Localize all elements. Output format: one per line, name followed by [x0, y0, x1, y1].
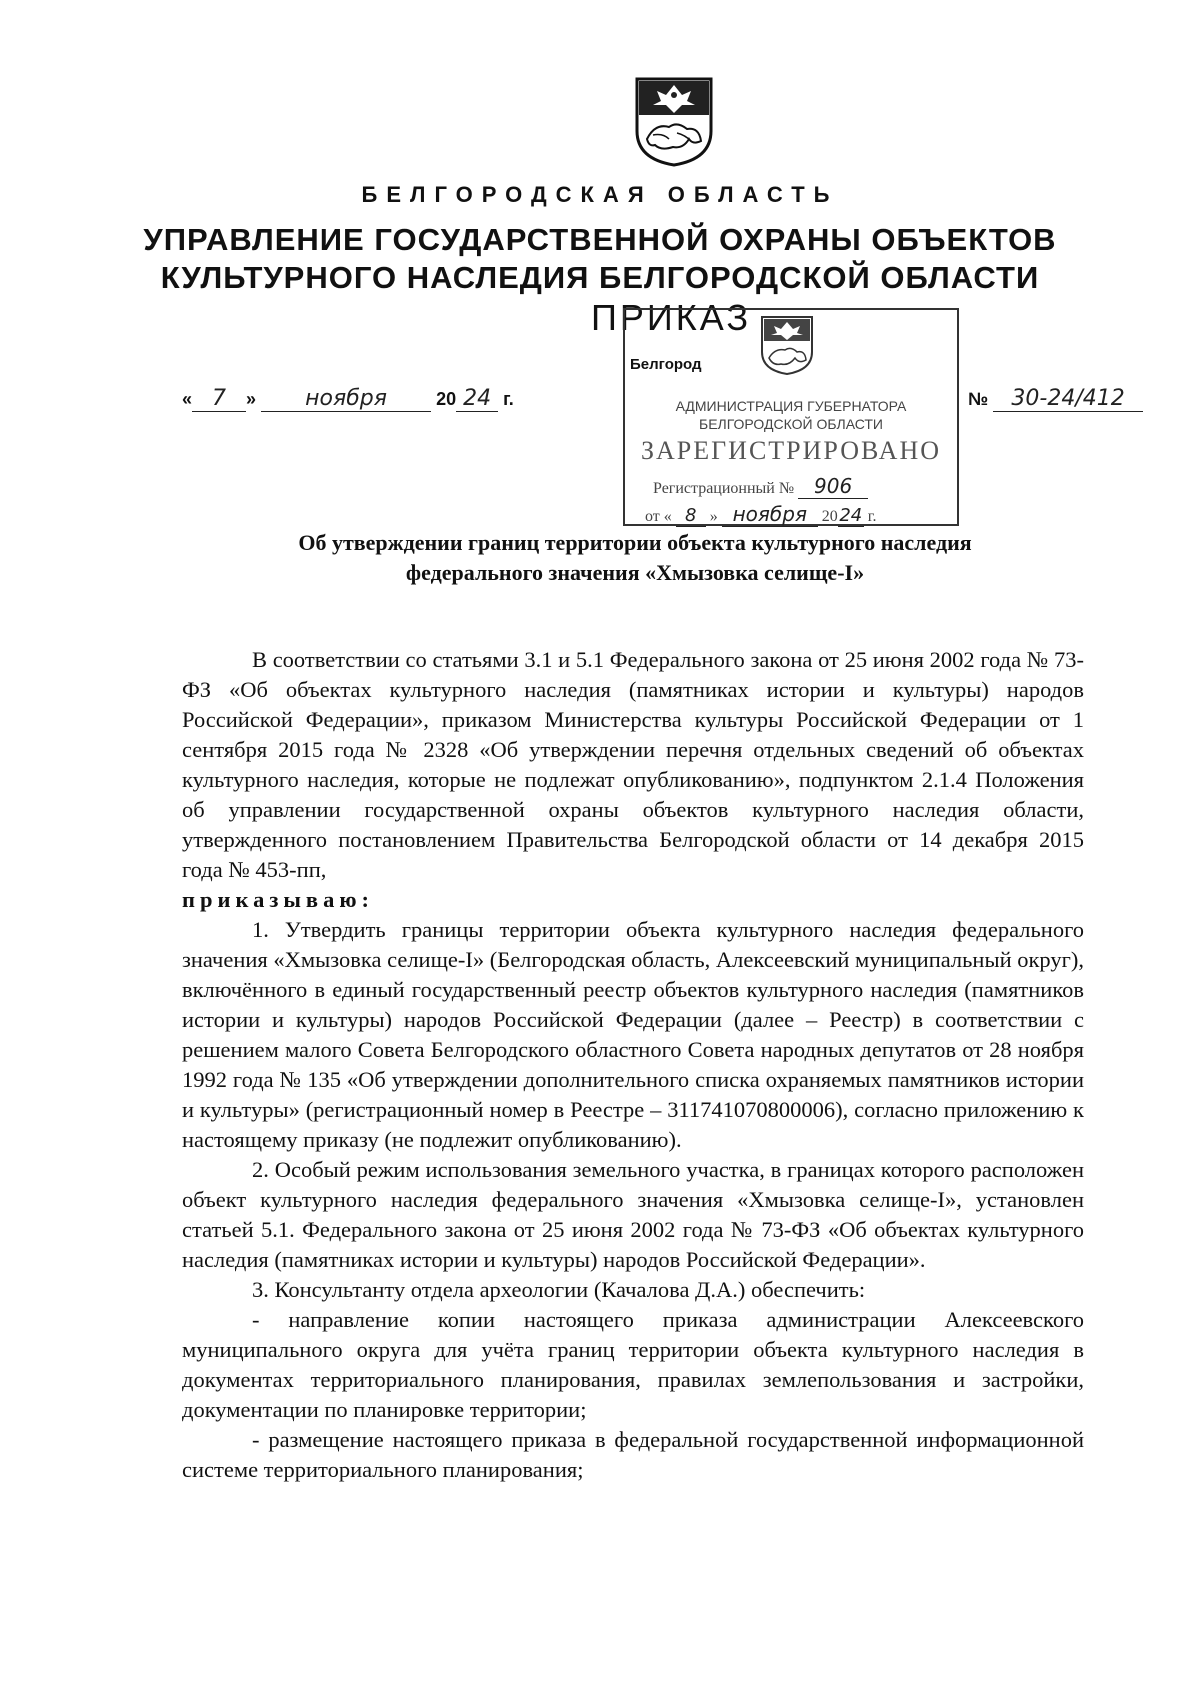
stamp-reg-number: 906	[798, 474, 868, 499]
stamp-from-label: от «	[645, 508, 672, 525]
order-number-row	[968, 386, 1143, 412]
order-year-suffix: 24	[456, 386, 498, 412]
order-word-paragraph	[182, 885, 1084, 915]
stamp-year-suffix: 24	[839, 505, 863, 526]
organization-name-line1: УПРАВЛЕНИЕ ГОСУДАРСТВЕННОЙ ОХРАНЫ ОБЪЕКТОВ	[143, 222, 1057, 257]
paragraph-1: 1. Утвердить границы территории объекта культурного наследия федерального значения «Хмызовка селище-I» (Белгородская область, Алексеевский муниципальный округ), включённого в единый государственный реестр объектов культурного наследия (памятников истории и культуры) народов Российской Федерации (далее – Реестр) в соответствии с решением малого Совета Белгородского областного Совета народных депутатов от 28 ноября 1992 года № 135 «Об утверждении дополнительного списка охраняемых памятников истории и культуры» (регистрационный номер в Реестре – 311741070800006), согласно приложению к настоящему приказу (не подлежит опубликованию).	[182, 917, 1084, 1152]
order-year-mark: г.	[503, 389, 514, 409]
document-type: ПРИКАЗ	[591, 297, 752, 338]
paragraph-2: 2. Особый режим использования земельного участка, в границах которого расположен объект культурного наследия федерального значения «Хмызовка селище-I», установлен статьей 5.1. Федерального закона от 25 июня 2002 года № 73-ФЗ «Об объектах культурного наследия (памятниках истории и культуры) народов Российской Федерации».	[182, 1157, 1084, 1272]
stamp-emblem-icon	[759, 314, 815, 376]
order-date	[182, 386, 514, 412]
stamp-reg-label: Регистрационный №	[653, 480, 795, 497]
stamp-registered: ЗАРЕГИСТРИРОВАНО	[641, 436, 941, 465]
paragraph-3b: - размещение настоящего приказа в федеральной государственной информационной системе территориального планирования;	[182, 1427, 1084, 1482]
coat-of-arms-icon	[633, 75, 715, 167]
stamp-month: ноября	[722, 502, 818, 527]
order-month: ноября	[261, 386, 431, 412]
paragraph-3: 3. Консультанту отдела археологии (Качалова Д.А.) обеспечить:	[252, 1277, 866, 1302]
stamp-reg-number-row	[653, 474, 868, 499]
stamp-close-quote: »	[709, 508, 718, 525]
order-day: 7	[192, 386, 246, 412]
stamp-date-row	[645, 502, 877, 527]
paragraph-3a: - направление копии настоящего приказа администрации Алексеевского муниципального округа для учёта границ территории объекта культурного наследия в документах территориального планирования, правилах землепользования и застройки, документации по планировке территории;	[182, 1307, 1084, 1422]
title-line1: Об утверждении границ территории объекта культурного наследия	[298, 530, 972, 555]
document-title	[180, 528, 1090, 588]
organization-name-line2: КУЛЬТУРНОГО НАСЛЕДИЯ БЕЛГОРОДСКОЙ ОБЛАСТИ	[160, 260, 1040, 295]
stamp-admin-line1: АДМИНИСТРАЦИЯ ГУБЕРНАТОРА	[675, 398, 907, 414]
order-word: приказываю:	[182, 887, 375, 912]
registration-stamp	[623, 308, 959, 526]
title-line2: федерального значения «Хмызовка селище-I»	[405, 560, 865, 585]
intro-paragraph: В соответствии со статьями 3.1 и 5.1 Федерального закона от 25 июня 2002 года № 73-ФЗ «Об объектах культурного наследия (памятниках истории и культуры) народов Российской Федерации», приказом Министерства культуры Российской Федерации от 1 сентября 2015 года № 2328 «Об утверждении перечня отдельных сведений об объектах культурного наследия, которые не подлежат опубликованию», подпунктом 2.1.4 Положения об управлении государственной охраны объектов культурного наследия области, утвержденного постановлением Правительства Белгородской области от 14 декабря 2015 года № 453-пп,	[182, 647, 1084, 882]
region-name: БЕЛГОРОДСКАЯ ОБЛАСТЬ	[361, 182, 839, 207]
date-open-quote: «	[182, 389, 193, 409]
order-year-prefix: 20	[436, 389, 457, 409]
date-close-quote: »	[246, 389, 257, 409]
stamp-year-prefix: 20	[821, 508, 838, 525]
stamp-year-mark: г.	[867, 508, 877, 525]
stamp-day: 8	[676, 505, 706, 527]
city-name: Белгород	[630, 356, 702, 373]
stamp-admin-line2: БЕЛГОРОДСКОЙ ОБЛАСТИ	[699, 416, 883, 432]
order-number: 30-24/412	[993, 386, 1143, 412]
order-number-prefix: №	[968, 389, 989, 409]
document-body	[182, 645, 1084, 1485]
